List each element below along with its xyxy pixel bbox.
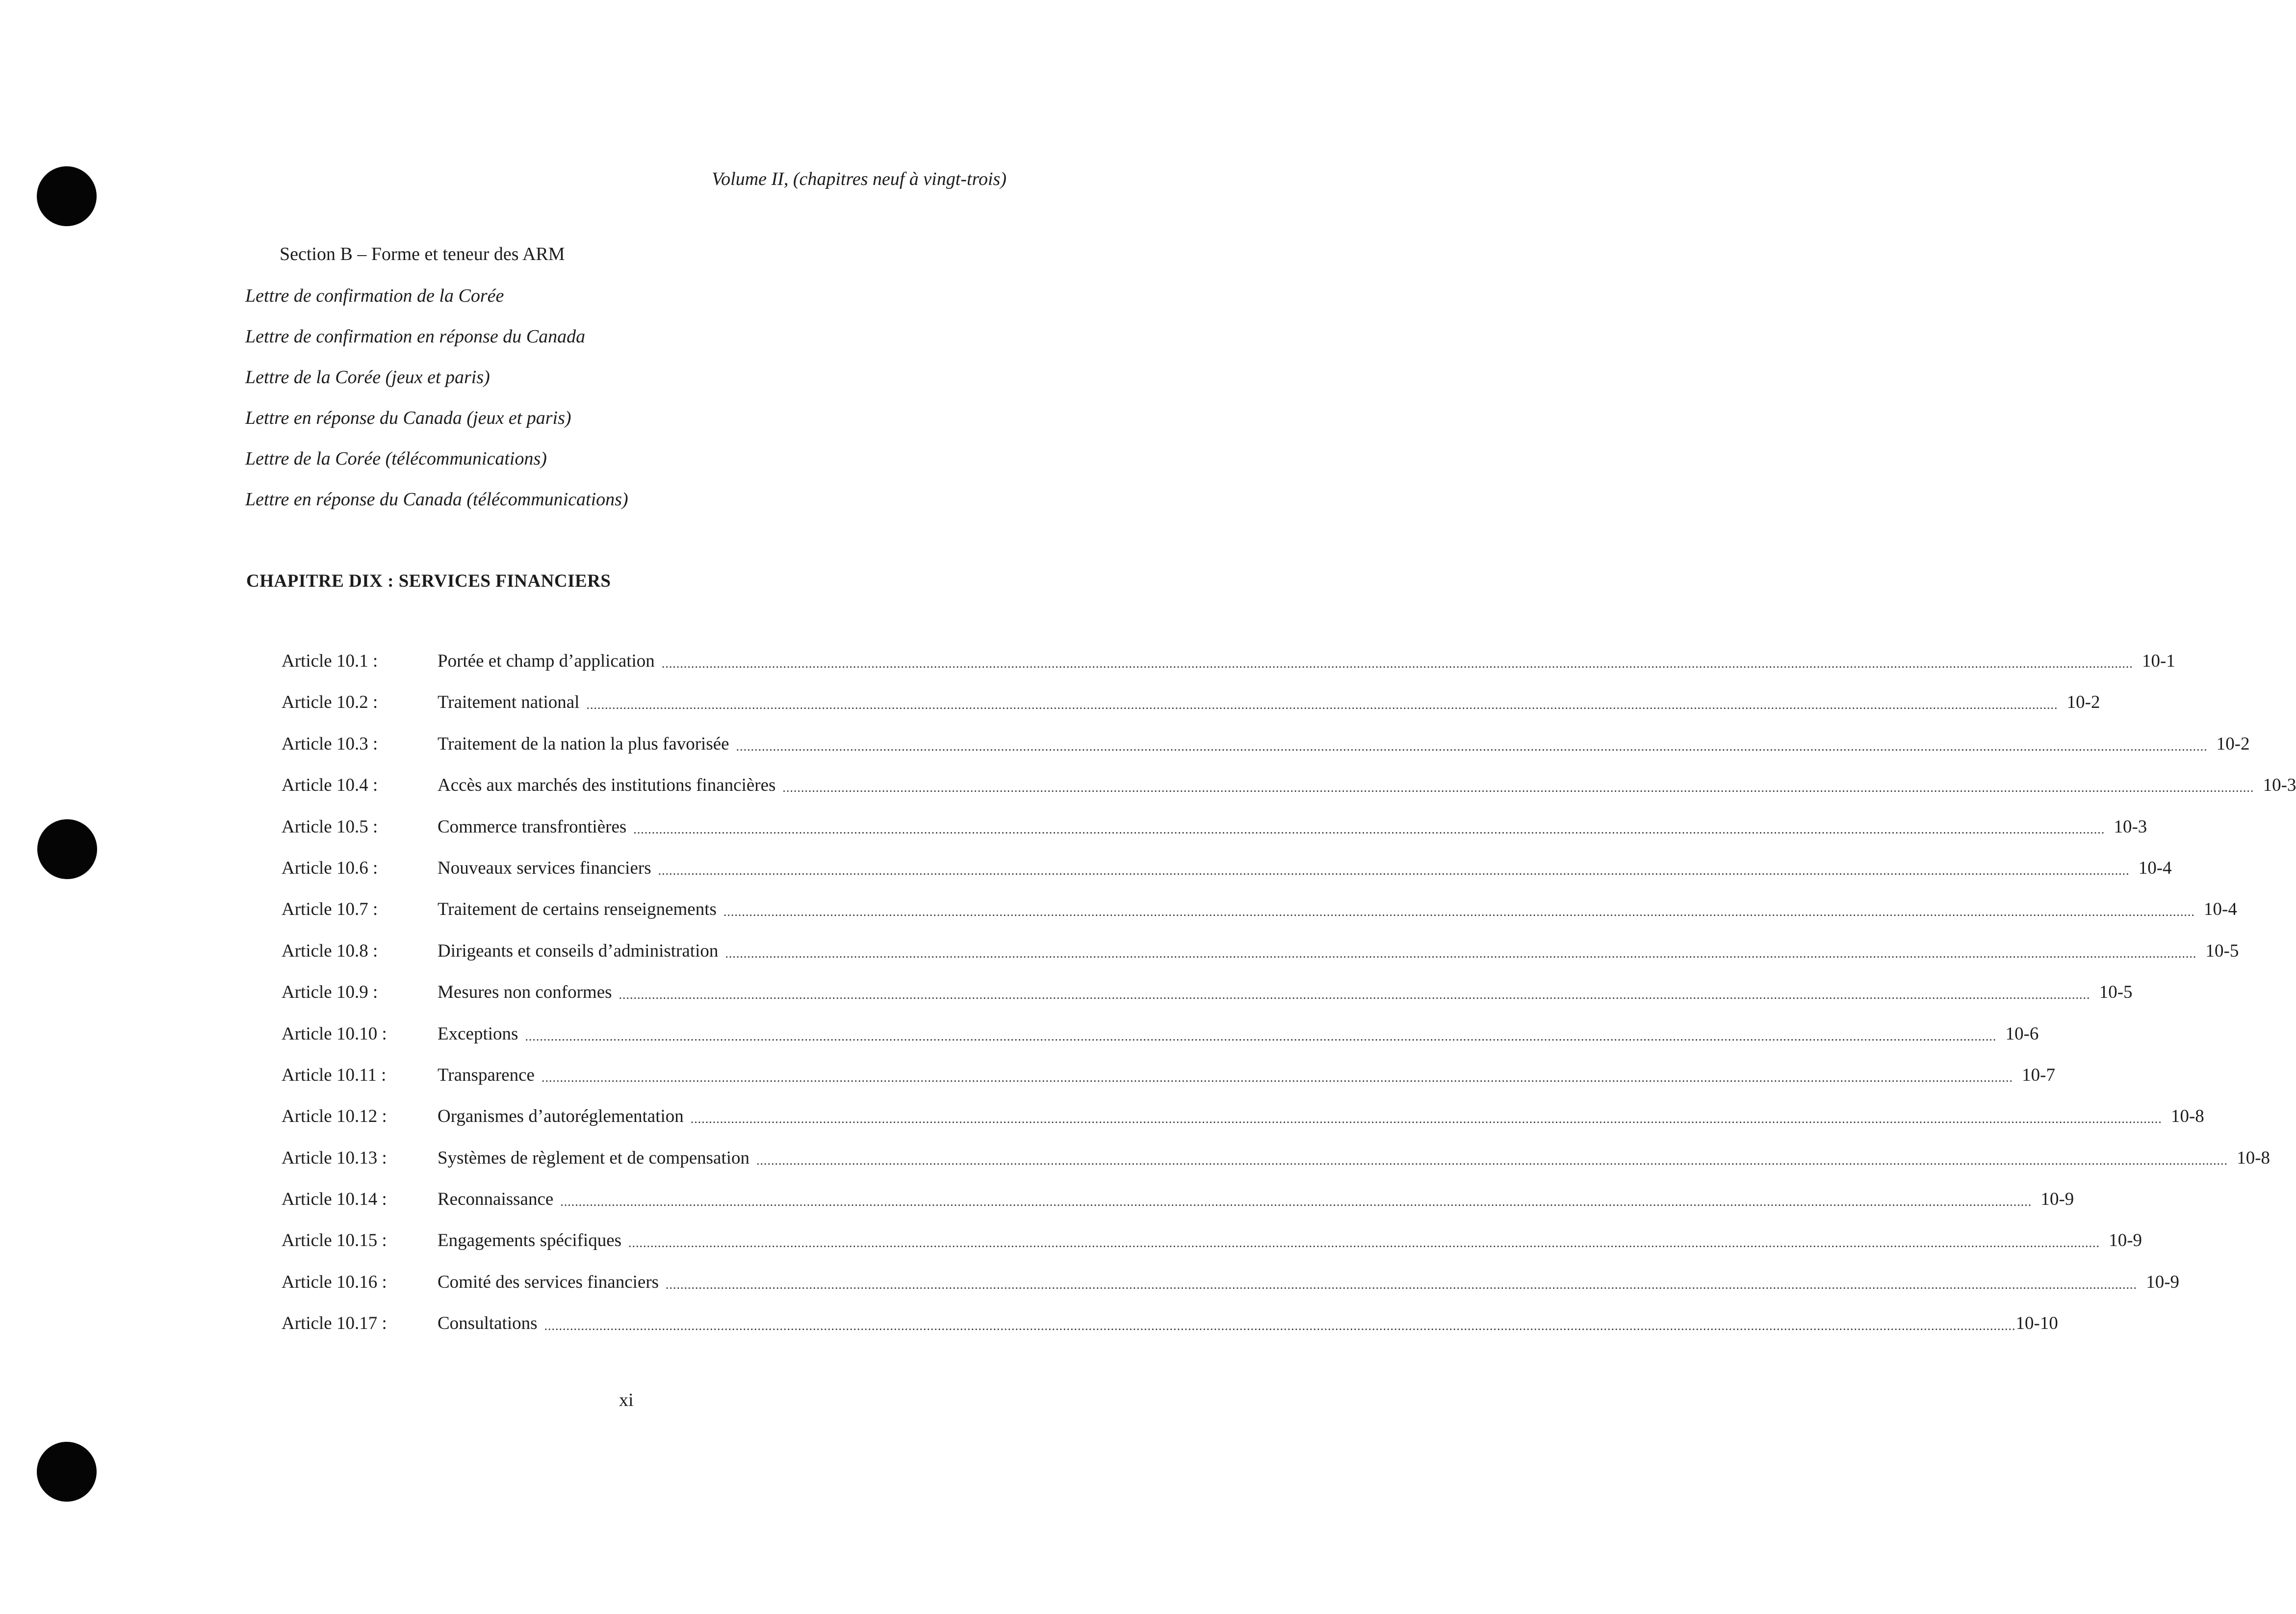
- article-page: 10-8: [2170, 1106, 2204, 1127]
- article-title: Mesures non conformes: [438, 982, 612, 1003]
- toc-row: [282, 691, 2100, 732]
- running-head: Volume II, (chapitres neuf à vingt-trois): [712, 169, 1006, 189]
- toc-row: [282, 1147, 2270, 1188]
- article-page: 10-9: [2146, 1272, 2180, 1292]
- dot-leader: ................................................................................................................................................................................................................................................................................................................................................................................................................: [541, 1070, 2013, 1085]
- article-title: Portée et champ d’application: [438, 651, 655, 671]
- toc-row: [282, 1023, 2039, 1064]
- article-title: Exceptions: [438, 1023, 518, 1044]
- toc-row: [282, 857, 2172, 898]
- article-number: Article 10.13 :: [282, 1147, 387, 1168]
- article-page: 10-9: [2109, 1230, 2142, 1251]
- toc-row: [282, 650, 2175, 691]
- dot-leader: ................................................................................................................................................................................................................................................................................................................................................................................................................: [661, 656, 2133, 671]
- article-page: 10-9: [2040, 1189, 2074, 1210]
- article-page: 10-3: [2114, 816, 2147, 837]
- article-title: Transparence: [438, 1065, 535, 1085]
- article-number: Article 10.1 :: [282, 651, 378, 671]
- toc-row: [282, 981, 2133, 1022]
- punch-hole-bottom: [37, 1442, 97, 1502]
- article-title: Systèmes de règlement et de compensation: [438, 1147, 750, 1168]
- article-number: Article 10.17 :: [282, 1313, 387, 1334]
- toc-row: [282, 1188, 2074, 1229]
- letter-entry: Lettre de la Corée (jeux et paris): [245, 367, 490, 388]
- article-title: Commerce transfrontières: [438, 816, 627, 837]
- article-page: 10-2: [2066, 692, 2100, 713]
- article-number: Article 10.7 :: [282, 899, 378, 920]
- article-title: Nouveaux services financiers: [438, 858, 651, 878]
- article-page: 10-4: [2138, 858, 2172, 878]
- letter-entry: Lettre en réponse du Canada (télécommunications): [245, 489, 628, 510]
- chapter-title: CHAPITRE DIX : SERVICES FINANCIERS: [246, 571, 611, 591]
- article-title: Traitement de certains renseignements: [438, 899, 717, 920]
- article-title: Organismes d’autoréglementation: [438, 1106, 684, 1127]
- dot-leader: ................................................................................................................................................................................................................................................................................................................................................................................................................: [633, 822, 2105, 836]
- article-number: Article 10.4 :: [282, 775, 378, 796]
- article-number: Article 10.5 :: [282, 816, 378, 837]
- dot-leader: ................................................................................................................................................................................................................................................................................................................................................................................................................: [690, 1112, 2162, 1126]
- dot-leader: ................................................................................................................................................................................................................................................................................................................................................................................................................: [525, 1029, 1997, 1043]
- toc-row: [282, 733, 2250, 774]
- article-title: Traitement national: [438, 692, 580, 713]
- article-page: 10-5: [2205, 940, 2239, 961]
- article-number: Article 10.3 :: [282, 733, 378, 754]
- article-page: 10-8: [2237, 1147, 2270, 1168]
- article-title: Engagements spécifiques: [438, 1230, 622, 1251]
- letter-entry: Lettre de la Corée (télécommunications): [245, 448, 547, 469]
- article-number: Article 10.10 :: [282, 1023, 387, 1044]
- article-page: 10-1: [2141, 651, 2175, 671]
- punch-hole-middle: [37, 819, 97, 879]
- article-page: 10-2: [2216, 733, 2250, 754]
- article-number: Article 10.16 :: [282, 1272, 387, 1292]
- dot-leader: ................................................................................................................................................................................................................................................................................................................................................................................................................: [586, 698, 2058, 712]
- dot-leader: ................................................................................................................................................................................................................................................................................................................................................................................................................: [666, 1277, 2138, 1292]
- article-page: 10-3: [2263, 775, 2296, 796]
- article-number: Article 10.8 :: [282, 940, 378, 961]
- section-heading: Section B – Forme et teneur des ARM: [280, 244, 565, 264]
- article-number: Article 10.2 :: [282, 692, 378, 713]
- article-title: Accès aux marchés des institutions financières: [438, 775, 776, 796]
- toc-row: [282, 816, 2147, 857]
- dot-leader: ................................................................................................................................................................................................................................................................................................................................................................................................................: [619, 988, 2090, 1002]
- punch-hole-top: [37, 166, 97, 226]
- letter-entry: Lettre de confirmation en réponse du Canada: [245, 326, 586, 347]
- toc-row: [282, 1064, 2055, 1105]
- article-page: 10-4: [2204, 899, 2237, 920]
- letters-list: [245, 285, 628, 529]
- article-page: 10-7: [2022, 1065, 2055, 1085]
- article-number: Article 10.11 :: [282, 1065, 387, 1085]
- dot-leader: ................................................................................................................................................................................................................................................................................................................................................................................................................: [736, 739, 2208, 754]
- dot-leader: ................................................................................................................................................................................................................................................................................................................................................................................................................: [725, 946, 2197, 961]
- toc-row: [282, 940, 2239, 981]
- page-number: xi: [619, 1390, 634, 1410]
- letter-entry: Lettre de confirmation de la Corée: [245, 286, 504, 306]
- article-number: Article 10.14 :: [282, 1189, 387, 1210]
- table-of-contents: [282, 650, 2296, 1354]
- article-page: 10-5: [2099, 982, 2133, 1003]
- dot-leader: ................................................................................................................................................................................................................................................................................................................................................................................................................: [658, 863, 2130, 878]
- article-title: Reconnaissance: [438, 1189, 554, 1210]
- article-number: Article 10.6 :: [282, 858, 378, 878]
- letter-entry: Lettre en réponse du Canada (jeux et paris): [245, 408, 571, 428]
- article-number: Article 10.9 :: [282, 982, 378, 1003]
- dot-leader: ................................................................................................................................................................................................................................................................................................................................................................................................................: [723, 905, 2195, 919]
- dot-leader: ................................................................................................................................................................................................................................................................................................................................................................................................................: [628, 1236, 2100, 1250]
- article-number: Article 10.15 :: [282, 1230, 387, 1251]
- toc-row: [282, 1271, 2180, 1312]
- article-number: Article 10.12 :: [282, 1106, 387, 1127]
- dot-leader: ................................................................................................................................................................................................................................................................................................................................................................................................................: [544, 1319, 2016, 1333]
- toc-row: [282, 774, 2296, 815]
- article-title: Traitement de la nation la plus favorisée: [438, 733, 729, 754]
- toc-row: [282, 1105, 2204, 1146]
- toc-row: [282, 898, 2237, 939]
- toc-row: [282, 1229, 2142, 1271]
- dot-leader: ................................................................................................................................................................................................................................................................................................................................................................................................................: [560, 1195, 2032, 1209]
- toc-row: [282, 1312, 2058, 1354]
- article-title: Consultations: [438, 1313, 538, 1334]
- article-title: Dirigeants et conseils d’administration: [438, 940, 719, 961]
- article-title: Comité des services financiers: [438, 1272, 659, 1292]
- article-page: 10-6: [2005, 1023, 2039, 1044]
- dot-leader: ................................................................................................................................................................................................................................................................................................................................................................................................................: [756, 1153, 2228, 1168]
- article-page: 10-10: [2015, 1313, 2058, 1334]
- dot-leader: ................................................................................................................................................................................................................................................................................................................................................................................................................: [782, 781, 2254, 795]
